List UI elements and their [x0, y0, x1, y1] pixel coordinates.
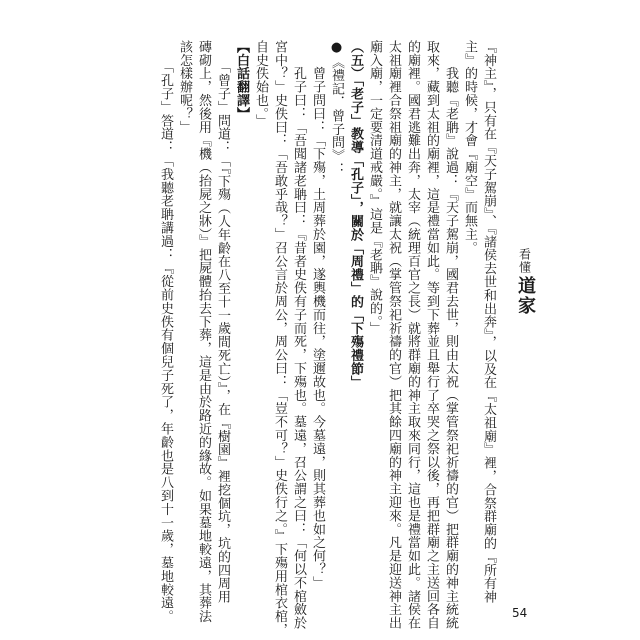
text-column: 取來，藏到太祖的廟裡，這是禮當如此。等到下葬並且舉行了卒哭之祭以後，再把群廟之主送回各自 — [424, 40, 439, 630]
text-column: 廟入廟，一定要清道戒嚴。』這是『老聃』說的。」 — [367, 40, 382, 336]
text-column: 自史佚始也。」 — [253, 40, 268, 128]
text-column: 宮中？」史佚曰：「吾敢乎哉？」召公言於周公，周公曰：「豈不可？」史佚行之。』下殤用棺衣棺， — [272, 40, 287, 637]
source-citation: ●《禮記．曾子問》： — [329, 40, 344, 176]
text-column: 主』的時候，才會『廟空』而無主。 — [462, 40, 477, 255]
header-title: 道家 — [515, 276, 536, 316]
text-column: 「曾子」問道：「『下殤（人年齡在八至十一歲間死亡）』，在『樹園』裡挖個坑，坑的四周用 — [215, 40, 230, 604]
text-column: 我聽『老聃』說過：『天子駕崩，國君去世，則由太祝（掌管祭祀祈禱的官）把群廟的神主統統 — [443, 40, 458, 630]
text-column: 『神主』，只有在『天子駕崩』、『諸侯去世和出奔』，以及在『太祖廟』裡，合祭群廟的『所有神 — [481, 40, 496, 604]
text-column: 太祖廟裡合祭祖廟的神主，就讓太祝（掌管祭祀祈禱的官）把其餘四廟的神主迎來。凡是迎送神主出 — [386, 40, 401, 630]
header-prefix: 看懂 — [517, 248, 532, 274]
section-heading: （五）「老子」教導「孔子」，關於「周禮」的「下殤禮節」 — [348, 40, 363, 389]
text-column: 磚砌上，然後用『機（抬屍之牀）』把屍體抬去下葬，這是由於路近的緣故。如果墓地較遠，其葬法 — [196, 40, 211, 624]
text-column: 該怎樣辦呢？」 — [177, 40, 192, 134]
page-number: 54 — [512, 606, 528, 620]
running-header — [512, 248, 538, 316]
text-column: 「孔子」答道：「我聽老聃講過：『從前史佚有個兒子死了，年齡也是八到十一歲，墓地較遠。 — [158, 40, 173, 624]
text-column: 的廟裡。國君逃難出奔，太宰（統理百官之長）就將群廟的神主取來同行，這也是禮當如此。諸侯在 — [405, 40, 420, 630]
text-column: 曾子問曰：「下殤，土周葬於園，遂輿機而往，塗邇故也。今墓遠，則其葬也如之何？」 — [310, 40, 325, 590]
translation-heading: 【白話翻譯】 — [234, 40, 249, 121]
vertical-text-body — [156, 40, 498, 637]
text-column: 孔子曰：「吾聞諸老聃曰：『昔者史佚有子而死，下殤也。墓遠，召公謂之曰：「何以不棺斂於 — [291, 40, 306, 630]
